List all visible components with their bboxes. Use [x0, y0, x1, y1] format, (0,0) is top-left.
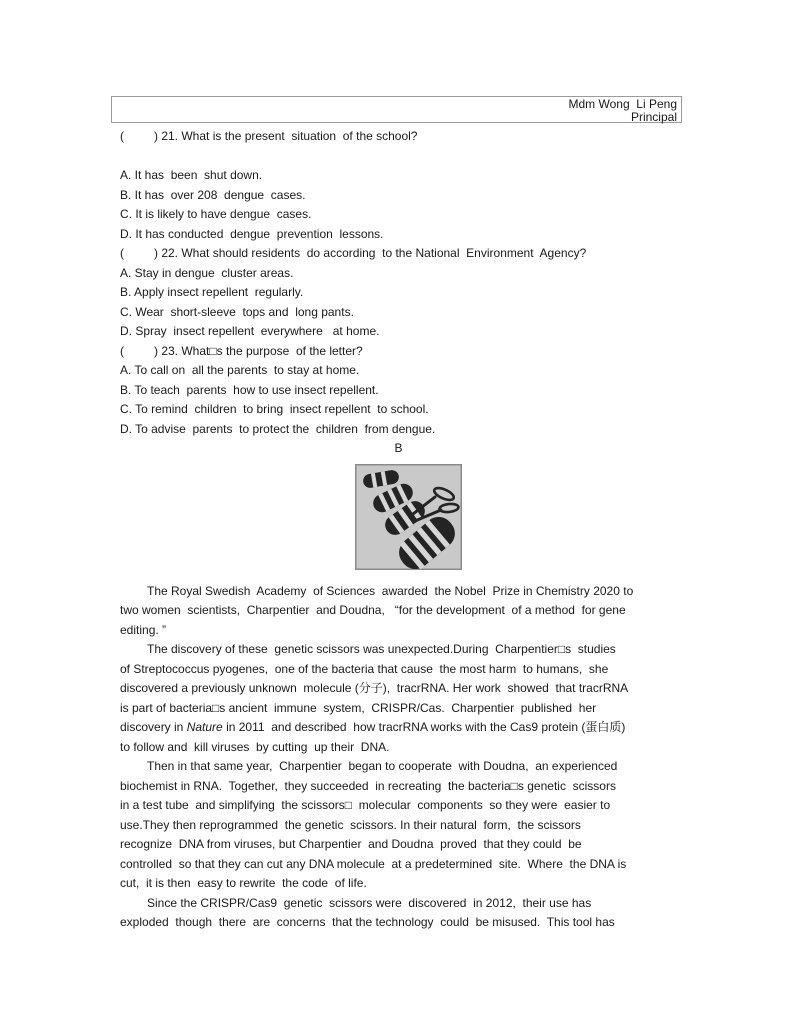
passage-line: biochemist in RNA. Together, they succeeded in recreating the bacteria□s genetic scissors	[120, 778, 616, 793]
passage-line: discovered a previously unknown molecule (分子), tracrRNA. Her work showed that tracrRNA	[120, 681, 629, 695]
blank-line	[120, 147, 760, 167]
passage-line: exploded though there are concerns that the technology could be misused. This tool has	[120, 915, 615, 929]
option-line-22-B: B. Apply insect repellent regularly.	[120, 285, 304, 299]
passage-line: in a test tube and simplifying the scissors□ molecular components so they were easier to	[120, 798, 611, 812]
passage-line: is part of bacteria□s ancient immune system, CRISPR/Cas. Charpentier published her	[120, 700, 597, 715]
option-line-22-C: C. Wear short-sleeve tops and long pants.	[120, 304, 354, 319]
option-line-23-D: D. To advise parents to protect the children from dengue.	[120, 421, 436, 436]
questions-section	[120, 127, 760, 439]
passage-line: use.They then reprogrammed the genetic scissors. In their natural form, the scissors	[120, 817, 581, 832]
exam-page-content	[120, 127, 760, 933]
passage-line: to follow and kill viruses by cutting up their DNA.	[120, 739, 390, 754]
option-line-21-A: A. It has been shut down.	[120, 168, 263, 182]
passage-line: cut, it is then easy to rewrite the code of life.	[120, 876, 367, 890]
passage-line: The discovery of these genetic scissors was unexpected.During Charpentier□s studies	[147, 642, 616, 656]
option-line-23-C: C. To remind children to bring insect repellent to school.	[120, 402, 429, 416]
option-line-22-D: D. Spray insect repellent everywhere at home.	[120, 324, 380, 338]
passage-line: editing. ”	[120, 622, 167, 637]
passage-line: Since the CRISPR/Cas9 genetic scissors were discovered in 2012, their use has	[147, 895, 592, 910]
question-line-21: ( ) 21. What is the present situation of the school?	[120, 129, 418, 143]
dna-scissors-icon	[355, 464, 462, 570]
option-line-21-B: B. It has over 208 dengue cases.	[120, 187, 306, 202]
option-line-22-A: A. Stay in dengue cluster areas.	[120, 265, 294, 280]
dna-scissors-image	[355, 464, 462, 570]
passage-line: two women scientists, Charpentier and Doudna, “for the development of a method for gene	[120, 603, 626, 617]
passage-line: recognize DNA from viruses, but Charpentier and Doudna proved that they could be	[120, 837, 582, 851]
signature-title: Principal	[630, 109, 677, 124]
option-line-21-D: D. It has conducted dengue prevention lessons.	[120, 226, 384, 241]
option-line-23-B: B. To teach parents how to use insect repellent.	[120, 382, 379, 397]
section-label: B	[394, 441, 403, 455]
letter-signature-box	[111, 96, 682, 123]
option-line-23-A: A. To call on all the parents to stay at home.	[120, 363, 360, 377]
passage-line: The Royal Swedish Academy of Sciences awarded the Nobel Prize in Chemistry 2020 to	[147, 583, 634, 598]
passage-line: controlled so that they can cut any DNA molecule at a predetermined site. Where the DNA is	[120, 856, 627, 871]
passage-line: discovery in Nature in 2011 and described how tracrRNA works with the Cas9 protein (蛋白质)	[120, 720, 626, 734]
signature-name: Mdm Wong Li Peng	[568, 97, 677, 111]
passage-line: Then in that same year, Charpentier began to cooperate with Doudna, an experienced	[147, 759, 618, 773]
passage-line: of Streptococcus pyogenes, one of the bacteria that cause the most harm to humans, she	[120, 661, 609, 676]
passage-section	[120, 582, 760, 933]
option-line-21-C: C. It is likely to have dengue cases.	[120, 207, 312, 221]
question-line-23: ( ) 23. What□s the purpose of the letter?	[120, 343, 363, 358]
question-line-22: ( ) 22. What should residents do according to the National Environment Agency?	[120, 246, 587, 260]
